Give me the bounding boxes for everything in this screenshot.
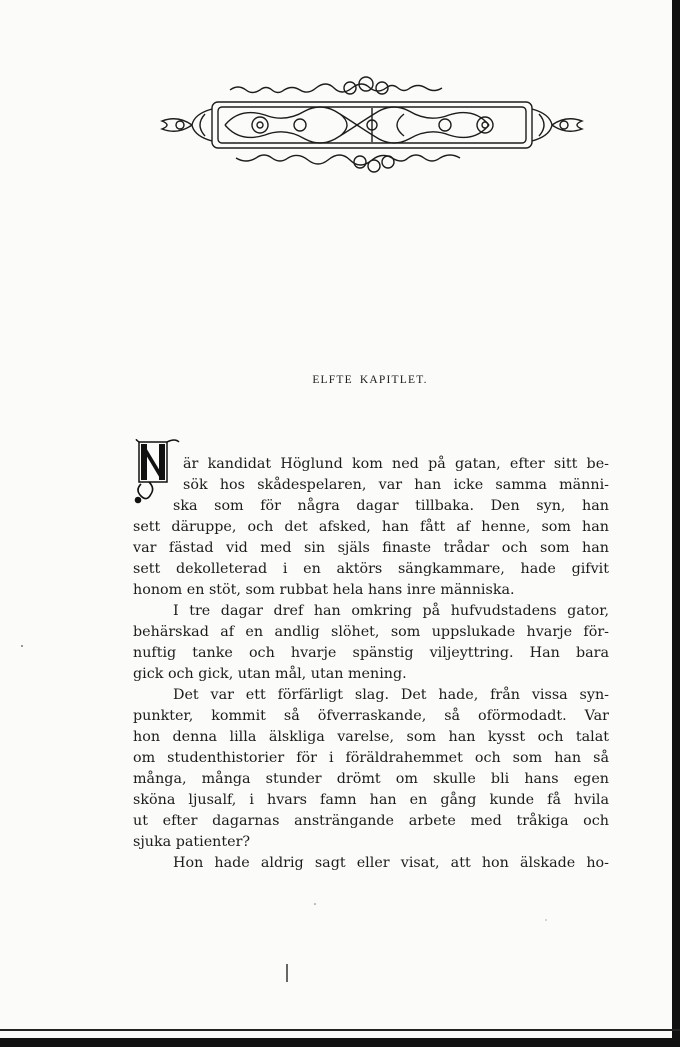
- text-line: sök hos skådespelaren, var han icke samma männi-: [183, 477, 609, 493]
- text-line: sett dekolleterad i en aktörs sängkammare, hade gifvit: [133, 561, 609, 577]
- text-line: är kandidat Höglund kom ned på gatan, efter sitt be-: [183, 456, 609, 472]
- chapter-heading: ELFTE KAPITLET.: [312, 374, 428, 386]
- text-line: behärskad af en andlig slöhet, som uppslukade hvarje för-: [133, 624, 609, 640]
- text-line: Hon hade aldrig sagt eller visat, att hon älskade ho-: [173, 855, 609, 871]
- text-line: sköna ljusalf, i hvars famn han en gång kunde få hvila: [133, 792, 609, 808]
- text-line: om studenthistorier för i föräldrahemmet och som han så: [133, 750, 609, 766]
- text-line: ska som för några dagar tillbaka. Den syn, han: [173, 498, 609, 514]
- text-line: I tre dagar dref han omkring på hufvudstadens gator,: [173, 603, 609, 619]
- text-line: Det var ett förfärligt slag. Det hade, från vissa syn-: [173, 687, 609, 703]
- text-line: var fästad vid med sin själs finaste trådar och som han: [133, 540, 609, 556]
- text-line: ut efter dagarnas ansträngande arbete med tråkiga och: [133, 813, 609, 829]
- text-line: honom en stöt, som rubbat hela hans inre människa.: [133, 582, 515, 598]
- text-line: sjuka patienter?: [133, 834, 251, 850]
- text-line: många, många stunder drömt om skulle bli hans egen: [133, 771, 609, 787]
- text-line: punkter, kommit så öfverraskande, så oförmodadt. Var: [133, 708, 609, 724]
- text-line: sett däruppe, och det afsked, han fått af henne, som han: [133, 519, 609, 535]
- svg-text:N: N: [133, 438, 134, 439]
- text-line: gick och gick, utan mål, utan mening.: [133, 666, 407, 682]
- text-line: nuftig tanke och hvarje spänstig viljeyttring. Han bara: [133, 645, 609, 661]
- text-line: hon denna lilla älskliga varelse, som han kysst och talat: [133, 729, 609, 745]
